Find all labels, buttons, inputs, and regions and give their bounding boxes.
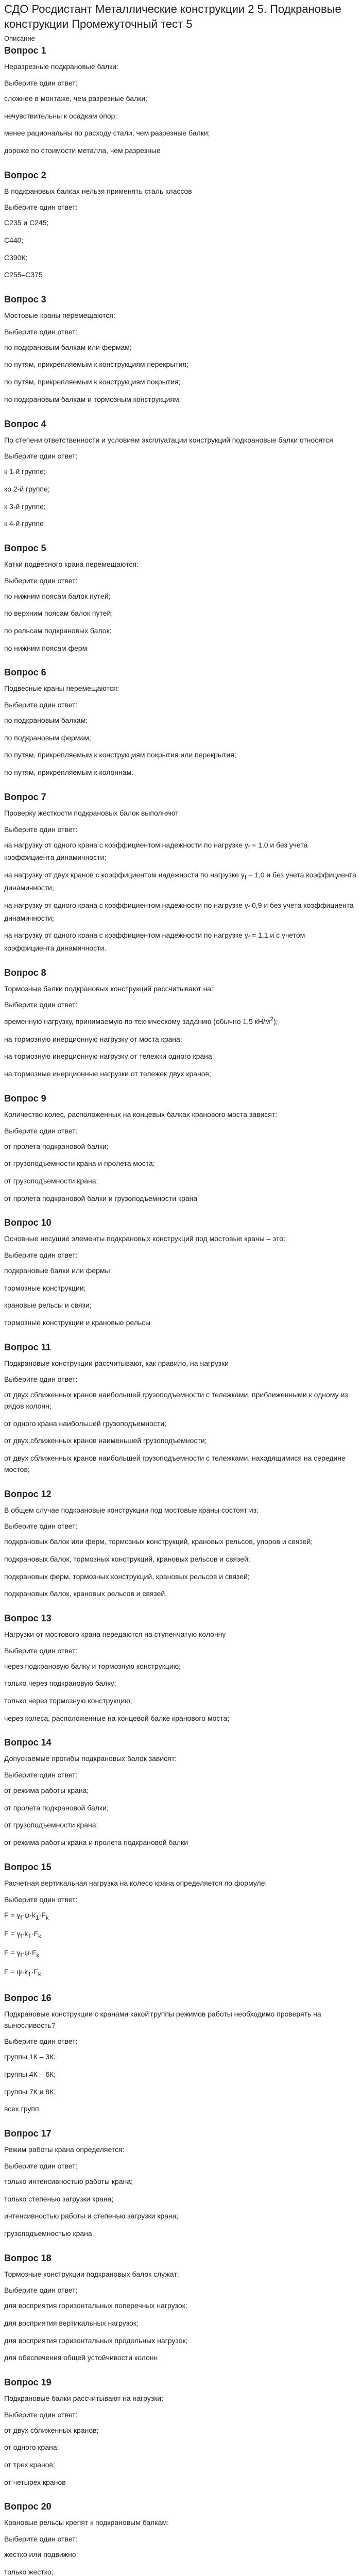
question-block <box>4 1489 357 1600</box>
answer-hint: Выберите один ответ: <box>4 1126 78 1135</box>
question-block <box>4 1613 357 1724</box>
answer-option[interactable]: группы 1К – 3К; <box>4 2053 56 2061</box>
answer-hint: Выберите один ответ: <box>4 1771 78 1780</box>
question-text: Основные несущие элементы подкрановых конструкций под мостовые краны – это: <box>4 1234 286 1243</box>
answer-option[interactable]: от режима работы крана и пролета подкрановой балки <box>4 1838 188 1847</box>
answer-option[interactable]: только степенью загрузки крана; <box>4 2194 114 2203</box>
question-block <box>4 1862 357 1979</box>
description-label: Описание <box>4 35 35 43</box>
question-heading: Вопрос 19 <box>4 2377 51 2388</box>
question-heading: Вопрос 16 <box>4 1993 51 2004</box>
question-text: Количество колес, расположенных на концевых балках кранового моста зависят: <box>4 1110 278 1118</box>
answer-hint: Выберите один ответ: <box>4 78 78 87</box>
answer-option[interactable]: к 1-й группе; <box>4 467 46 476</box>
answer-hint: Выберите один ответ: <box>4 327 78 336</box>
answer-option[interactable]: от двух сближенных кранов наибольшей грузоподъемности с тележками, приближенными к одному из рядов колонн; <box>4 1391 348 1411</box>
question-block <box>4 170 357 281</box>
answer-option[interactable]: по рельсам подкрановых балок; <box>4 626 112 635</box>
answer-option[interactable]: $F = \gamma_f\cdot k_1\cdot F_k$ <box>4 1929 41 1940</box>
question-heading: Вопрос 2 <box>4 170 46 180</box>
question-text: Подкрановые конструкции рассчитывают, как правило, на нагрузки <box>4 1359 229 1367</box>
question-heading: Вопрос 3 <box>4 294 46 305</box>
question-block <box>4 1093 357 1204</box>
answer-option[interactable]: по путям, прикрепляемым к конструкциям покрытия; <box>4 378 181 386</box>
question-text: В подкрановых балках нельзя применять сталь классов <box>4 187 192 195</box>
answer-option[interactable]: для восприятия горизонтальных поперечных нагрузок; <box>4 2301 187 2310</box>
answer-option[interactable]: на тормозную инерционную нагрузку от моста крана; <box>4 1035 182 1043</box>
answer-option[interactable]: от одного крана наибольшей грузоподъемности; <box>4 1419 167 1428</box>
answer-option[interactable]: от грузоподъемности крана и пролета моста; <box>4 1159 155 1168</box>
question-heading: Вопрос 1 <box>4 45 46 56</box>
question-heading: Вопрос 6 <box>4 667 46 678</box>
question-block <box>4 2377 357 2488</box>
answer-option[interactable]: по нижним поясам балок путей; <box>4 591 111 600</box>
question-heading: Вопрос 15 <box>4 1861 51 1872</box>
answer-option[interactable]: только интенсивностью работы крана; <box>4 2177 133 2185</box>
answer-hint: Выберите один ответ: <box>4 1375 78 1384</box>
answer-hint: Выберите один ответ: <box>4 1522 78 1531</box>
question-block <box>4 968 357 1080</box>
answer-option[interactable]: по подкрановым балкам; <box>4 716 88 725</box>
question-block <box>4 1217 357 1328</box>
answer-option[interactable]: по путям, прикрепляемым к конструкциям покрытия или перекрытия; <box>4 751 236 759</box>
question-heading: Вопрос 17 <box>4 2128 51 2139</box>
question-text: Мостовые краны перемещаются: <box>4 311 115 320</box>
question-text: Нагрузки от мостового крана передаются на ступенчатую колонну <box>4 1630 226 1638</box>
question-text: По степени ответственности и условиям эксплуатации конструкций подкрановые балки относятся <box>4 435 333 444</box>
question-text: Подкрановые конструкции с кранами какой группы режимов работы необходимо проверять на выносливость? <box>4 2010 321 2029</box>
answer-option[interactable]: от двух сближенных кранов наименьшей грузоподъемности; <box>4 1436 207 1445</box>
answer-option[interactable]: грузоподъемностью крана <box>4 2229 92 2238</box>
answer-option[interactable]: С255–С375 <box>4 270 43 279</box>
answer-option[interactable]: подкрановых балок или ферм, тормозных конструкций, крановых рельсов, упоров и связей; <box>4 1537 313 1546</box>
answer-option[interactable]: подкрановые балки или фермы; <box>4 1266 112 1275</box>
answer-option[interactable]: от пролета подкрановой балки; <box>4 1142 109 1150</box>
question-block <box>4 667 357 778</box>
answer-option[interactable]: через колеса, расположенные на концевой балке кранового моста; <box>4 1714 230 1722</box>
answer-option[interactable]: подкрановых балок, крановых рельсов и связей. <box>4 1589 167 1598</box>
answer-hint: Выберите один ответ: <box>4 2161 78 2170</box>
answer-option[interactable]: от пролета подкрановой балки и грузоподъемности крана <box>4 1194 198 1202</box>
question-text: Проверку жесткости подкрановых балок выполняют <box>4 808 179 817</box>
answer-option[interactable]: всех групп <box>4 2105 39 2113</box>
question-heading: Вопрос 14 <box>4 1737 51 1748</box>
answer-option[interactable]: группы 4К – 6К; <box>4 2070 56 2079</box>
question-block <box>4 2253 357 2364</box>
question-heading: Вопрос 10 <box>4 1217 51 1228</box>
answer-option[interactable]: интенсивностью работы и степенью загрузки крана; <box>4 2212 179 2221</box>
question-text: Подкрановые балки рассчитывают на нагрузки: <box>4 2394 164 2403</box>
answer-option[interactable]: С440; <box>4 236 24 244</box>
question-text: Допускаемые прогибы подкрановых балок зависят: <box>4 1754 177 1763</box>
answer-option[interactable]: на тормозные инерционные нагрузки от тележек двух кранов; <box>4 1070 211 1078</box>
answer-option[interactable]: по подкрановым фермам; <box>4 733 91 742</box>
question-heading: Вопрос 8 <box>4 967 46 978</box>
question-list <box>4 45 357 2576</box>
question-heading: Вопрос 18 <box>4 2252 51 2263</box>
answer-option[interactable]: по путям, прикрепляемым к колоннам. <box>4 768 134 777</box>
question-block <box>4 419 357 530</box>
answer-option[interactable]: от грузоподъемности крана; <box>4 1821 98 1829</box>
question-text: Подвесные краны перемещаются: <box>4 684 119 693</box>
answer-option[interactable]: по подкрановым балкам или фермам; <box>4 343 132 351</box>
question-heading: Вопрос 4 <box>4 418 46 429</box>
question-heading: Вопрос 13 <box>4 1613 51 1623</box>
answer-option[interactable]: сложнее в монтаже, чем разрезные балки; <box>4 94 148 103</box>
answer-option[interactable]: группы 7К и 8К; <box>4 2087 56 2096</box>
answer-option[interactable]: на нагрузку от двух кранов с коэффициентом надежности по нагрузке $\gamma_f = 1,0$ и без учета коэффициента динамичности; <box>4 871 356 892</box>
answer-option[interactable]: подкрановых балок, тормозных конструкций, крановых рельсов и связей; <box>4 1554 250 1563</box>
question-heading: Вопрос 5 <box>4 543 46 553</box>
question-block <box>4 294 357 405</box>
answer-option[interactable]: на нагрузку от одного крана с коэффициентом надежности по нагрузке $\gamma_f = 1,1$ и с учетом коэффициента динамичности. <box>4 931 305 953</box>
question-heading: Вопрос 9 <box>4 1093 46 1104</box>
question-text: Катки подвесного крана перемещаются: <box>4 560 139 568</box>
answer-hint: Выберите один ответ: <box>4 203 78 212</box>
answer-option[interactable]: жестко или подвижно; <box>4 2550 78 2559</box>
answer-hint: Выберите один ответ: <box>4 1250 78 1259</box>
question-text: Расчетная вертикальная нагрузка на колесо крана определяется по формуле: <box>4 1878 267 1887</box>
answer-option[interactable]: С235 и С245; <box>4 218 49 227</box>
answer-option[interactable]: С390К; <box>4 253 28 262</box>
answer-option[interactable]: от пролета подкрановой балки; <box>4 1803 109 1812</box>
answer-hint: Выберите один ответ: <box>4 701 78 709</box>
answer-option[interactable]: для обеспечения общей устойчивости колонн <box>4 2353 158 2362</box>
answer-option[interactable]: к 3-й группе; <box>4 502 46 511</box>
answer-option[interactable]: для восприятия вертикальных нагрузок; <box>4 2318 139 2327</box>
answer-option[interactable]: от одного крана; <box>4 2443 59 2452</box>
answer-option[interactable]: через подкрановую балку и тормозную конструкцию; <box>4 1662 181 1670</box>
answer-hint: Выберите один ответ: <box>4 1895 78 1904</box>
answer-option[interactable]: подкрановых ферм, тормозных конструкций, крановых рельсов и связей; <box>4 1572 250 1581</box>
question-text: Неразрезные подкрановые балки: <box>4 62 118 71</box>
answer-option[interactable]: менее рациональны по расходу стали, чем разрезные балки; <box>4 129 210 138</box>
answer-option[interactable]: $F = \gamma_f\cdot\psi\cdot F_k$ <box>4 1948 40 1959</box>
answer-option[interactable]: дороже по стоимости металла, чем разрезные <box>4 146 161 155</box>
question-block <box>4 2128 357 2239</box>
answer-option[interactable]: $F = \gamma_f\cdot\psi\cdot k_1\cdot F_k$ <box>4 1910 49 1921</box>
answer-hint: Выберите один ответ: <box>4 452 78 461</box>
answer-hint: Выберите один ответ: <box>4 1001 78 1009</box>
answer-hint: Выберите один ответ: <box>4 2037 78 2046</box>
answer-option[interactable]: от двух сближенных кранов наибольшей грузоподъемности с тележками, находящимися на середине мостов; <box>4 1454 346 1473</box>
question-heading: Вопрос 11 <box>4 1342 51 1352</box>
answer-hint: Выберите один ответ: <box>4 1646 78 1655</box>
answer-option[interactable]: по нижним поясам ферм <box>4 643 88 652</box>
answer-option[interactable]: на нагрузку от одного крана с коэффициентом надежности по нагрузке $\gamma_f$ 0,9 и без учета коэффициента динамичности; <box>4 901 354 922</box>
question-block <box>4 1342 357 1476</box>
answer-option[interactable]: только через подкрановую балку; <box>4 1679 116 1688</box>
answer-option[interactable]: от трех кранов; <box>4 2461 55 2469</box>
answer-option[interactable]: по подкрановым балкам и тормозным конструкциям; <box>4 395 181 403</box>
question-text: В общем случае подкрановые конструкции под мостовые краны состоят из: <box>4 1505 259 1514</box>
answer-option[interactable]: от грузоподъемности крана; <box>4 1176 98 1185</box>
question-text: Режим работы крана определяется: <box>4 2145 125 2154</box>
answer-option[interactable]: по верхним поясам балок путей; <box>4 609 113 618</box>
answer-option[interactable]: по путям, прикрепляемым к конструкциям перекрытия; <box>4 360 188 369</box>
answer-option[interactable]: только через тормозную конструкцию; <box>4 1697 132 1705</box>
answer-option[interactable]: только жестко; <box>4 2567 54 2576</box>
answer-option[interactable]: для восприятия горизонтальных продольных нагрузок; <box>4 2336 188 2345</box>
question-text: Тормозные балки подкрановых конструкций рассчитывают на: <box>4 984 213 993</box>
question-heading: Вопрос 20 <box>4 2501 51 2512</box>
question-block <box>4 2501 357 2576</box>
question-block <box>4 1737 357 1848</box>
answer-option[interactable]: тормозные конструкции; <box>4 1283 86 1292</box>
answer-option[interactable]: ко 2-й группе; <box>4 484 50 493</box>
answer-option[interactable]: от четырех кранов <box>4 2478 66 2486</box>
answer-option[interactable]: к 4-й группе <box>4 519 44 528</box>
answer-option[interactable]: тормозные конструкции и крановые рельсы <box>4 1318 151 1327</box>
answer-option[interactable]: $F = \psi\cdot k_1\cdot F_k$ <box>4 1968 41 1978</box>
question-block <box>4 543 357 654</box>
question-block <box>4 45 357 156</box>
answer-option[interactable]: от режима работы крана; <box>4 1786 89 1795</box>
answer-hint: Выберите один ответ: <box>4 825 78 834</box>
page-title: СДО Росдистант Металлические конструкции 2 5. Подкрановые конструкции Промежуточный тест 5 <box>4 3 341 30</box>
question-text: Тормозные конструкции подкрановых балок служат: <box>4 2269 179 2278</box>
answer-hint: Выберите один ответ: <box>4 2286 78 2295</box>
answer-hint: Выберите один ответ: <box>4 2535 78 2544</box>
answer-hint: Выберите один ответ: <box>4 2410 78 2419</box>
question-block <box>4 792 357 954</box>
answer-option[interactable]: от двух сближенных кранов; <box>4 2426 99 2434</box>
answer-option[interactable]: временную нагрузку, принимаемую по техническому заданию (обычно 1,5 $кН/м^2$); <box>4 1016 278 1026</box>
question-heading: Вопрос 12 <box>4 1488 51 1499</box>
answer-option[interactable]: крановые рельсы и связи; <box>4 1301 92 1310</box>
question-block <box>4 1993 357 2115</box>
answer-option[interactable]: на тормозную инерционную нагрузку от тележки одного крана; <box>4 1052 214 1061</box>
answer-option[interactable]: на нагрузку от одного крана с коэффициентом надежности по нагрузке $\gamma_f = 1,0$ и без учета коэффициента динамичности; <box>4 840 308 862</box>
answer-option[interactable]: нечувствительны к осадкам опор; <box>4 111 117 120</box>
answer-hint: Выберите один ответ: <box>4 576 78 585</box>
question-heading: Вопрос 7 <box>4 791 46 802</box>
question-text: Крановые рельсы крепят к подкрановым балкам: <box>4 2518 169 2527</box>
